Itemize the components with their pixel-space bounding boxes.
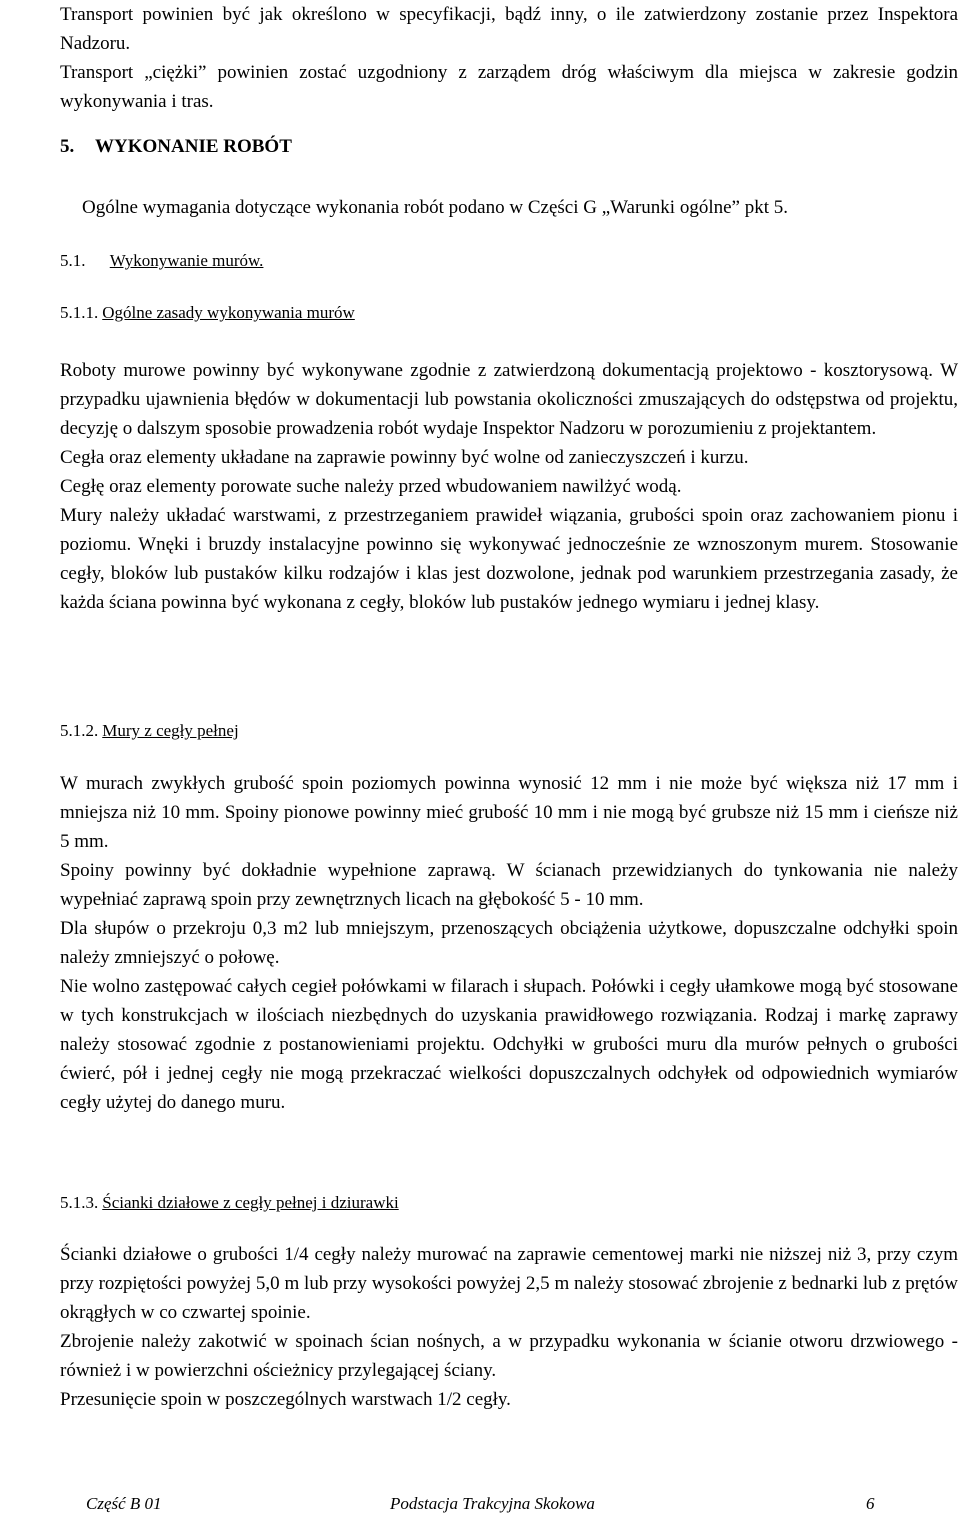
section-5-1-3-title: Ścianki działowe z cegły pełnej i dziurawki bbox=[102, 1193, 399, 1212]
section-5-1-1-title: Ogólne zasady wykonywania murów bbox=[102, 303, 355, 322]
footer-title: Podstacja Trakcyjna Skokowa bbox=[390, 1494, 595, 1513]
section-5-1-3-heading bbox=[60, 1193, 399, 1213]
section-5-1-3-number: 5.1.3. bbox=[60, 1193, 99, 1212]
section-5-1-2-paragraph: Nie wolno zastępować całych cegieł połówkami w filarach i słupach. Połówki i cegły ułamkowe mogą być stosowane w tych konstrukcjach w ilościach niezbędnych do uzyskania prawidłowego rozwiązania. Rodzaj i markę zaprawy należy stosować zgodnie z postanowieniami projektu. Odchyłki w grubości muru dla murów pełnych o grubości ćwierć, pół i jednej cegły nie mogą przekraczać wielkości dopuszczalnych odchyłek od odpowiednich wymiarów cegły użytej do danego muru. bbox=[60, 976, 958, 1113]
section-5-text: Ogólne wymagania dotyczące wykonania robót podano w Części G „Warunki ogólne” pkt 5. bbox=[82, 197, 789, 218]
section-5-1-2-paragraph: Dla słupów o przekroju 0,3 m2 lub mniejszym, przenoszących obciążenia użytkowe, dopuszczalne odchyłki spoin należy zmniejszyć o połowę. bbox=[60, 918, 958, 968]
section-5-number: 5. bbox=[60, 136, 75, 157]
section-5-1-1-body bbox=[60, 356, 958, 617]
section-5-1-1-number: 5.1.1. bbox=[60, 303, 99, 322]
section-5-1-1-heading bbox=[60, 303, 355, 323]
section-5-1-2-paragraph: W murach zwykłych grubość spoin poziomych powinna wynosić 12 mm i nie może być większa niż 17 mm i mniejsza niż 10 mm. Spoiny pionowe powinny mieć grubość 10 mm i nie mogą być grubsze niż 15 mm i cieńsze niż 5 mm. bbox=[60, 773, 958, 852]
section-5-1-2-paragraph: Spoiny powinny być dokładnie wypełnione zaprawą. W ścianach przewidzianych do tynkowania nie należy wypełniać zaprawą spoin przy zewnętrznych licach na głębokość 5 - 10 mm. bbox=[60, 860, 958, 910]
section-5-1-3-paragraph: Przesunięcie spoin w poszczególnych warstwach 1/2 cegły. bbox=[60, 1389, 511, 1410]
section-5-1-1-paragraph: Cegła oraz elementy układane na zaprawie powinny być wolne od zanieczyszczeń i kurzu. bbox=[60, 447, 749, 468]
section-5-1-heading bbox=[60, 251, 263, 271]
section-5-1-1-paragraph: Cegłę oraz elementy porowate suche należy przed wbudowaniem nawilżyć wodą. bbox=[60, 476, 682, 497]
intro-block bbox=[60, 0, 958, 116]
section-5-1-2-number: 5.1.2. bbox=[60, 721, 99, 740]
section-5-1-3-body bbox=[60, 1240, 958, 1414]
intro-paragraph-1: Transport powinien być jak określono w specyfikacji, bądź inny, o ile zatwierdzony zostanie przez Inspektora Nadzoru. bbox=[60, 4, 958, 54]
section-5-title: WYKONANIE ROBÓT bbox=[95, 136, 292, 157]
section-5-1-title: Wykonywanie murów. bbox=[109, 251, 264, 270]
footer-part: Część B 01 bbox=[86, 1494, 162, 1513]
section-5-1-2-body bbox=[60, 769, 958, 1117]
section-5-heading bbox=[60, 136, 292, 158]
section-5-1-number: 5.1. bbox=[60, 251, 86, 270]
section-5-1-1-paragraph: Mury należy układać warstwami, z przestrzeganiem prawideł wiązania, grubości spoin oraz zachowaniem pionu i poziomu. Wnęki i bruzdy instalacyjne powinno się wykonywać jednocześnie ze wznoszonym murem. Stosowanie cegły, bloków lub pustaków kilku rodzajów i klas jest dozwolone, jednak pod warunkiem przestrzegania zasady, że każda ściana powinna być wykonana z cegły, bloków lub pustaków jednego wymiaru i jednej klasy. bbox=[60, 505, 958, 613]
section-5-1-3-paragraph: Zbrojenie należy zakotwić w spoinach ścian nośnych, a w przypadku wykonania w ścianie otworu drzwiowego - również i w powierzchni ościeżnicy przylegającej ściany. bbox=[60, 1331, 958, 1381]
footer-page-number: 6 bbox=[866, 1494, 875, 1513]
section-5-1-2-heading bbox=[60, 721, 239, 741]
section-5-1-3-paragraph: Ścianki działowe o grubości 1/4 cegły należy murować na zaprawie cementowej marki nie niższej niż 3, przy czym przy rozpiętości powyżej 5,0 m lub przy wysokości powyżej 2,5 m należy stosować zbrojenie z bednarki lub z prętów okrągłych w co czwartej spoinie. bbox=[60, 1244, 958, 1323]
section-5-1-2-title: Mury z cegły pełnej bbox=[102, 721, 239, 740]
intro-paragraph-2: Transport „ciężki” powinien zostać uzgodniony z zarządem dróg właściwym dla miejsca w zakresie godzin wykonywania i tras. bbox=[60, 62, 958, 112]
section-5-1-1-paragraph: Roboty murowe powinny być wykonywane zgodnie z zatwierdzoną dokumentacją projektowo - kosztorysową. W przypadku ujawnienia błędów w dokumentacji lub powstania okoliczności zmuszających do odstępstwa od projektu, decyzję o dalszym sposobie prowadzenia robót wydaje Inspektor Nadzoru w porozumieniu z projektantem. bbox=[60, 360, 958, 439]
